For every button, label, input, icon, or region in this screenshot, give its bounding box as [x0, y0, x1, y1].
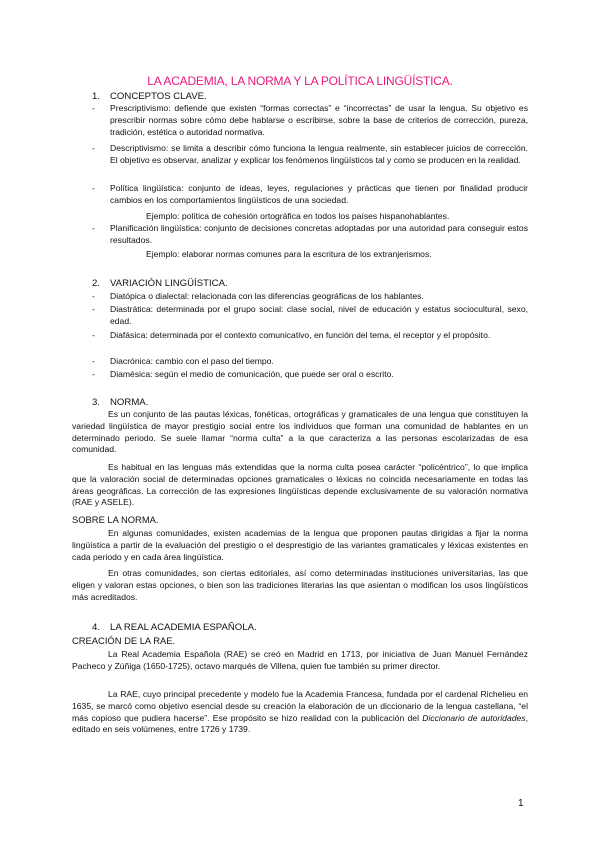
section-title: NORMA.: [110, 397, 149, 408]
list-item-text: Planificación lingüística: conjunto de decisiones concretas adoptadas por una autoridad para conseguir estos resultados.: [110, 223, 528, 245]
list-item: - Diatópica o dialectal: relacionada con las diferencias geográficas de los hablantes.: [92, 291, 528, 303]
list-item-text: Diatópica o dialectal: relacionada con las diferencias geográficas de los hablantes.: [110, 291, 424, 301]
section-number: 1.: [92, 91, 101, 102]
paragraph: En otras comunidades, son ciertas editoriales, así como determinadas instituciones universitarias, las que eligen y valoran estas opciones, o bien son las tradiciones literarias las que asientan o modifican los usos lingüísticos más acreditados.: [72, 568, 528, 602]
list-item-text: Diafásica: determinada por el contexto comunicativo, en función del tema, el receptor y el propósito.: [110, 330, 491, 340]
list-item-text: Política lingüística: conjunto de ideas, leyes, regulaciones y prácticas que tienen por finalidad producir cambios en los comportamientos lingüísticos de una sociedad.: [110, 183, 528, 205]
list-item: - Diafásica: determinada por el contexto comunicativo, en función del tema, el receptor y el propósito.: [92, 330, 528, 342]
section-heading-2: [92, 278, 228, 290]
section-number: 4.: [92, 622, 101, 633]
paragraph-text: La RAE, cuyo principal precedente y modelo fue la Academia Francesa, fundada por el cardenal Richelieu en 1635, se marcó como objetivo esencial desde su creación la elaboración de un diccionario de la lengua castellana, “el más copioso que pudiera hacerse”. Ese propósito se hizo realidad con la publicación del: [72, 689, 528, 723]
section-title: LA REAL ACADEMIA ESPAÑOLA.: [110, 622, 257, 633]
subheading: SOBRE LA NORMA.: [72, 514, 159, 525]
section-title: CONCEPTOS CLAVE.: [110, 91, 207, 102]
paragraph: [72, 689, 528, 736]
section-heading-4: [92, 622, 257, 634]
list-item: - Descriptivismo: se limita a describir cómo funciona la lengua realmente, sin establecer juicios de corrección. El objetivo es observar, analizar y explicar los fenómenos lingüísticos tal y como se producen en la realidad.: [92, 143, 528, 165]
document-title: LA ACADEMIA, LA NORMA Y LA POLÍTICA LINGÜÍSTICA.: [147, 74, 453, 88]
section-number: 2.: [92, 278, 101, 289]
list-item-text: Diacrónica: cambio con el paso del tiempo.: [110, 356, 274, 366]
list-item: - Prescriptivismo: defiende que existen “formas correctas” e “incorrectas” de usar la lengua. Su objetivo es prescribir normas sobre cómo debe hablarse o escribirse, sobre la base de criterios de corrección, pureza, tradición, estética o autoridad normativa.: [92, 103, 528, 137]
paragraph: En algunas comunidades, existen academias de la lengua que proponen pautas dirigidas a fijar la norma lingüística a partir de la evaluación del prestigio o el desprestigio de las variantes gramaticales y léxicas existentes en cada periodo y en cada área lingüística.: [72, 528, 528, 562]
list-item: - Diamésica: según el medio de comunicación, que puede ser oral o escrito.: [92, 369, 528, 381]
section-heading-1: [92, 91, 207, 103]
paragraph-text: , editado en seis volúmenes, entre 1726 y 1739.: [72, 712, 528, 735]
paragraph: Es habitual en las lenguas más extendidas que la norma culta posea carácter “policéntrico”, lo que implica que la valoración social de determinadas opciones gramaticales o léxicas no coincida necesariamente en todas las áreas geográficas. La corrección de las expresiones lingüísticas depende exclusivamente de su valoración normativa (RAE y ASELE).: [72, 462, 528, 508]
list-item: - Política lingüística: conjunto de ideas, leyes, regulaciones y prácticas que tienen por finalidad producir cambios en los comportamientos lingüísticos de una sociedad.: [92, 183, 528, 205]
list-item-text: Descriptivismo: se limita a describir cómo funciona la lengua realmente, sin establecer juicios de corrección. El objetivo es observar, analizar y explicar los fenómenos lingüísticos tal y como se producen en la realidad.: [110, 143, 528, 165]
list-item: - Diastrática: determinada por el grupo social: clase social, nivel de educación y estatus sociocultural, sexo, edad.: [92, 304, 528, 326]
section-number: 3.: [92, 397, 101, 408]
book-title: Diccionario de autoridades: [422, 712, 526, 723]
list-item-text: Diastrática: determinada por el grupo social: clase social, nivel de educación y estatus sociocultural, sexo, edad.: [110, 304, 528, 326]
paragraph: Es un conjunto de las pautas léxicas, fonéticas, ortográficas y gramaticales de una lengua que constituyen la variedad lingüística de mayor prestigio social entre los individuos que forman una comunidad de hablantes en un determinado periodo. Se suele llamar “norma culta” a la que caracteriza a las personas escolarizadas de esa comunidad.: [72, 409, 528, 455]
example-line: Ejemplo: política de cohesión ortográfica en todos los países hispanohablantes.: [146, 211, 450, 221]
section-title: VARIACIÓN LINGÜÍSTICA.: [110, 278, 228, 289]
list-item-text: Prescriptivismo: defiende que existen “formas correctas” e “incorrectas” de usar la lengua. Su objetivo es prescribir normas sobre cómo debe hablarse o escribirse, sobre la base de criterios de corrección, pureza, tradición, estética o autoridad normativa.: [110, 103, 528, 137]
page-number: 1: [518, 798, 524, 809]
example-line: Ejemplo: elaborar normas comunes para la escritura de los extranjerismos.: [146, 249, 432, 259]
section-heading-3: [92, 397, 148, 409]
list-item: - Diacrónica: cambio con el paso del tiempo.: [92, 356, 528, 368]
paragraph: La Real Academia Española (RAE) se creó en Madrid en 1713, por iniciativa de Juan Manuel Fernández Pacheco y Zúñiga (1650-1725), octavo marqués de Villena, quien fue también su primer director.: [72, 649, 528, 671]
list-item-text: Diamésica: según el medio de comunicación, que puede ser oral o escrito.: [110, 369, 394, 379]
subheading: CREACIÓN DE LA RAE.: [72, 635, 176, 646]
list-item: - Planificación lingüística: conjunto de decisiones concretas adoptadas por una autoridad para conseguir estos resultados.: [92, 223, 528, 245]
